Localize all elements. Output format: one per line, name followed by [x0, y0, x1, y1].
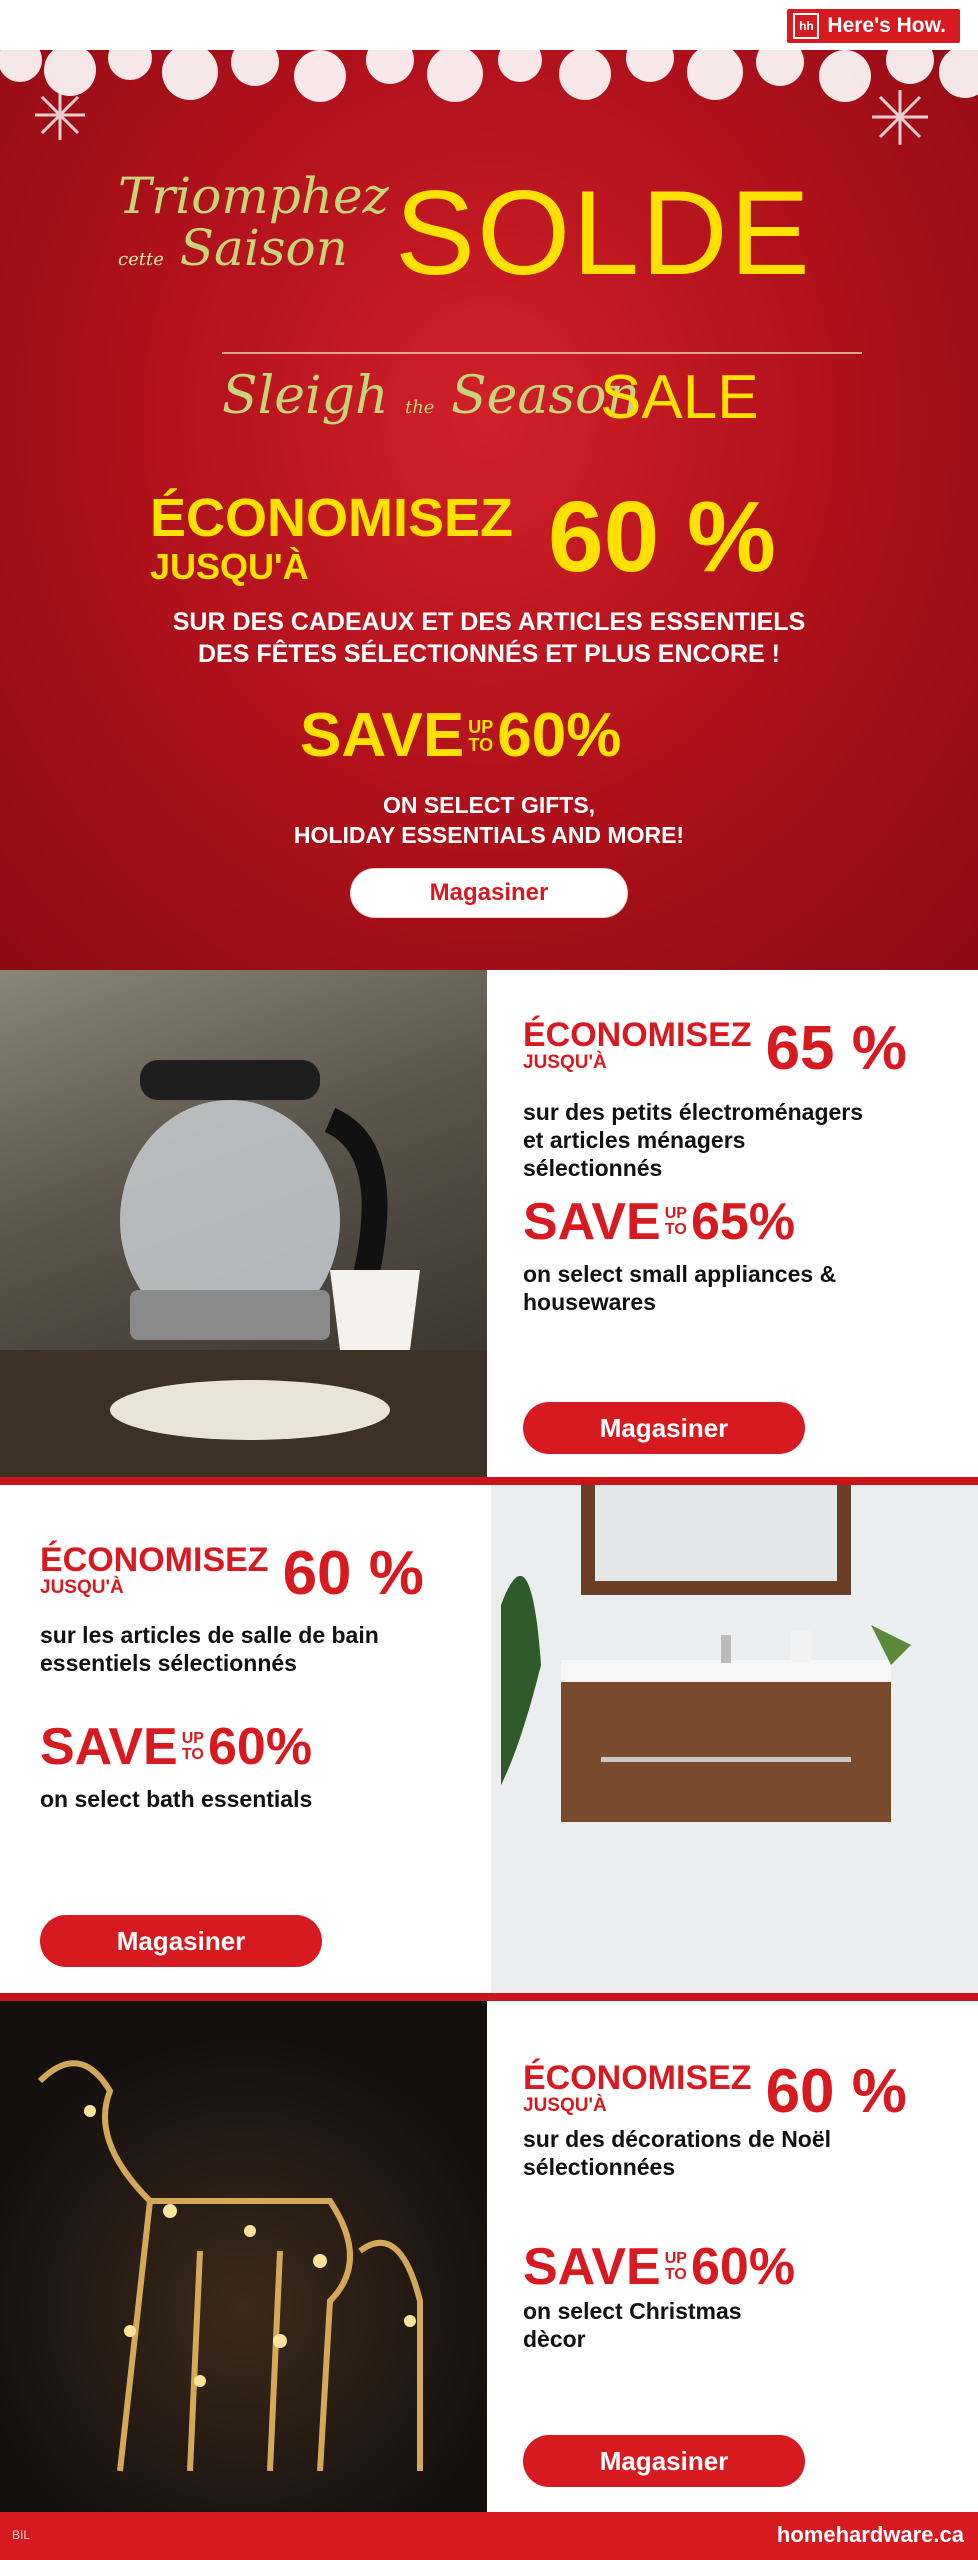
brand-tagline: Here's How. [827, 14, 946, 37]
hero-fr-script-small: cette [118, 249, 164, 270]
home-hardware-logo-icon: hh [793, 13, 819, 39]
hero-french-description [0, 606, 978, 670]
promo-1-english-description [523, 1260, 836, 1316]
promo-1-economisez: ÉCONOMISEZ [523, 1016, 752, 1054]
hero-en-line-2: HOLIDAY ESSENTIALS AND MORE! [293, 822, 685, 848]
footer-code: BIL [12, 2528, 31, 2542]
promo-2-economisez-row [40, 1539, 424, 1608]
reindeer-illustration-icon [0, 2001, 487, 2512]
hero-save-word: SAVE [300, 701, 465, 770]
promo-2-to: TO [181, 1746, 204, 1763]
promo-3-economisez-row [523, 2057, 907, 2126]
footer-bar [0, 2512, 978, 2560]
vanity-photo [491, 1485, 978, 1995]
brand-badge[interactable] [787, 9, 960, 43]
promo-2-en-line-1: on select bath essentials [40, 1786, 313, 1812]
promo-1-fr-line-3: sélectionnés [523, 1155, 663, 1181]
promo-3-upto [665, 2251, 687, 2283]
promo-1-jusqua: JUSQU'À [523, 1052, 607, 1073]
promo-3-save-percent: 60% [690, 2238, 796, 2296]
promo-1-en-line-2: housewares [523, 1289, 656, 1315]
hero-upto [468, 718, 493, 754]
hero-solde-title: SOLDE [395, 166, 812, 300]
kettle-illustration-icon [0, 970, 487, 1480]
hero-save-percent: 60% [497, 701, 622, 770]
snowflake-border-icon [0, 50, 978, 170]
hero-divider [222, 352, 862, 354]
promo-1-fr-line-2: et articles ménagers [523, 1127, 746, 1153]
promo-1-copy [508, 970, 978, 1480]
promo-1-save-percent: 65% [690, 1193, 796, 1251]
promo-3-en-line-2: dècor [523, 2326, 586, 2352]
promo-3-up: UP [664, 2250, 687, 2267]
hero-percent: 60 % [548, 481, 776, 593]
promo-2-jusqua: JUSQU'À [40, 1577, 124, 1598]
promo-3-to: TO [664, 2266, 687, 2283]
promo-2-percent: 60 % [282, 1539, 424, 1608]
promo-1-save-word: SAVE [523, 1193, 661, 1251]
promo-1-en-line-1: on select small appliances & [523, 1261, 837, 1287]
promo-2-fr-line-1: sur les articles de salle de bain [40, 1622, 379, 1648]
promo-1-upto [665, 1206, 687, 1238]
hero-en-script-2: Season [450, 366, 640, 426]
reindeer-photo [0, 2001, 487, 2512]
promo-3-jusqua: JUSQU'À [523, 2095, 607, 2116]
promo-bath-essentials [0, 1485, 978, 1995]
promo-3-economisez: ÉCONOMISEZ [523, 2059, 752, 2097]
promo-3-en-line-1: on select Christmas [523, 2298, 742, 2324]
vanity-illustration-icon [491, 1485, 978, 1995]
hero-fr-line-2: DES FÊTES SÉLECTIONNÉS ET PLUS ENCORE ! [197, 640, 781, 668]
promo-3-french-description [523, 2125, 831, 2181]
section-divider-2 [0, 1993, 978, 2001]
hero-banner [0, 50, 978, 970]
promo-2-shop-button[interactable]: Magasiner [40, 1915, 322, 1967]
promo-3-save-word: SAVE [523, 2238, 661, 2296]
promo-small-appliances [0, 970, 978, 1480]
promo-3-copy [508, 2001, 978, 2512]
top-bar [0, 0, 978, 50]
hero-save-badge [300, 700, 621, 771]
promo-3-english-description [523, 2297, 742, 2353]
footer-site-link[interactable]: homehardware.ca [776, 2522, 964, 2547]
promo-1-economisez-row [523, 1014, 907, 1083]
promo-christmas-decor [0, 2001, 978, 2512]
promo-2-upto [182, 1731, 204, 1763]
section-divider-1 [0, 1477, 978, 1485]
promo-3-fr-line-1: sur des décorations de Noël [523, 2126, 832, 2152]
promo-2-save-percent: 60% [207, 1718, 313, 1776]
hero-en-script-1: Sleigh [222, 366, 389, 426]
hero-english-description [0, 790, 978, 850]
promo-2-up: UP [181, 1730, 204, 1747]
promo-2-french-description [40, 1621, 379, 1677]
hero-french-script-title [118, 167, 389, 286]
promo-1-fr-line-1: sur des petits électroménagers [523, 1099, 864, 1125]
promo-3-save-row [523, 2237, 795, 2297]
promo-1-percent: 65 % [765, 1014, 907, 1083]
hero-en-script-small: the [404, 397, 435, 418]
promo-1-shop-button[interactable]: Magasiner [523, 1402, 805, 1454]
promo-2-economisez: ÉCONOMISEZ [40, 1541, 269, 1579]
hero-up: UP [468, 716, 494, 737]
hero-to: TO [468, 734, 494, 755]
hero-shop-button[interactable]: Magasiner [350, 868, 628, 918]
promo-2-save-row [40, 1717, 312, 1777]
promo-1-save-row [523, 1192, 795, 1252]
hero-fr-line-1: SUR DES CADEAUX ET DES ARTICLES ESSENTIELS [172, 608, 806, 636]
hero-fr-script-line-2: Saison [179, 219, 348, 277]
promo-3-percent: 60 % [765, 2057, 907, 2126]
hero-jusqua: JUSQU'À [150, 546, 309, 587]
promo-3-fr-line-2: sélectionnées [523, 2154, 676, 2180]
promo-2-fr-line-2: essentiels sélectionnés [40, 1650, 297, 1676]
hero-fr-script-line-1: Triomphez [118, 167, 389, 225]
promo-2-copy [0, 1485, 470, 1995]
promo-1-french-description [523, 1098, 863, 1182]
promo-3-shop-button[interactable]: Magasiner [523, 2435, 805, 2487]
hero-english-script-title [222, 368, 640, 436]
hero-economisez: ÉCONOMISEZ [150, 488, 514, 548]
kettle-photo [0, 970, 487, 1480]
hero-sale-title: SALE [600, 363, 759, 432]
promo-1-to: TO [664, 1221, 687, 1238]
promo-1-up: UP [664, 1205, 687, 1222]
hero-en-line-1: ON SELECT GIFTS, [382, 792, 596, 818]
promo-2-save-word: SAVE [40, 1718, 178, 1776]
promo-2-english-description [40, 1785, 312, 1813]
